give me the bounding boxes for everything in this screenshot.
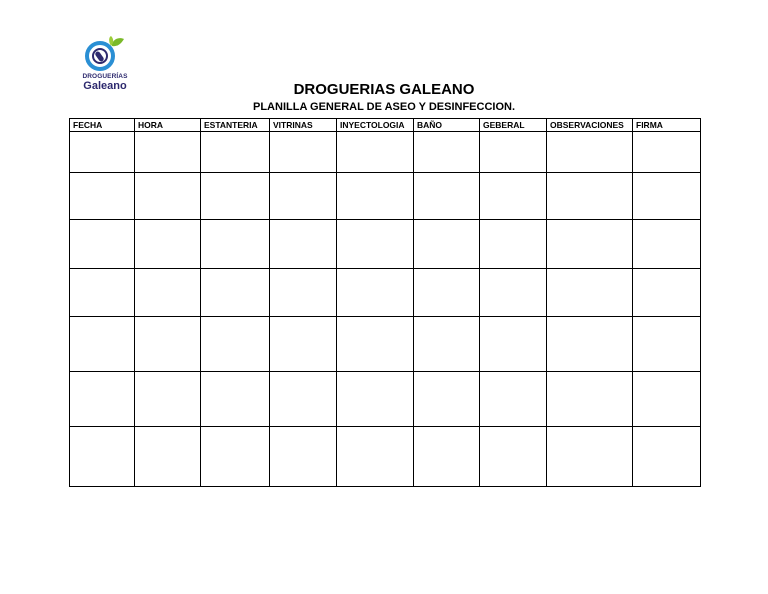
table-cell[interactable] [480, 427, 547, 487]
column-header-observaciones: OBSERVACIONES [547, 119, 633, 132]
table-cell[interactable] [633, 317, 701, 372]
table-cell[interactable] [337, 372, 414, 427]
document-title: DROGUERIAS GALEANO [293, 81, 475, 98]
column-header-inyectologia: INYECTOLOGIA [337, 119, 414, 132]
table-cell[interactable] [337, 317, 414, 372]
table-cell[interactable] [547, 269, 633, 317]
table-cell[interactable] [337, 427, 414, 487]
logo-text-droguerias: DROGUERÍAS [82, 73, 128, 80]
table-cell[interactable] [70, 173, 135, 220]
table-cell[interactable] [201, 132, 270, 173]
table-cell[interactable] [135, 220, 201, 269]
table-cell[interactable] [547, 427, 633, 487]
table-cell[interactable] [480, 269, 547, 317]
table-cell[interactable] [270, 317, 337, 372]
table-cell[interactable] [201, 427, 270, 487]
document-subtitle: PLANILLA GENERAL DE ASEO Y DESINFECCION. [253, 101, 515, 113]
table-cell[interactable] [480, 317, 547, 372]
table-cell[interactable] [270, 372, 337, 427]
table-row [70, 269, 701, 317]
table-cell[interactable] [480, 372, 547, 427]
column-header-bano: BAÑO [414, 119, 480, 132]
table-cell[interactable] [201, 269, 270, 317]
table-cell[interactable] [70, 269, 135, 317]
table-cell[interactable] [201, 317, 270, 372]
pharmacy-logo-icon [84, 36, 126, 74]
table-cell[interactable] [135, 317, 201, 372]
table-cell[interactable] [135, 132, 201, 173]
column-header-fecha: FECHA [70, 119, 135, 132]
table-cell[interactable] [70, 372, 135, 427]
table-cell[interactable] [337, 269, 414, 317]
table-cell[interactable] [547, 372, 633, 427]
table-cell[interactable] [414, 269, 480, 317]
table-cell[interactable] [270, 269, 337, 317]
table-cell[interactable] [70, 427, 135, 487]
table-cell[interactable] [135, 173, 201, 220]
column-header-hora: HORA [135, 119, 201, 132]
table-cell[interactable] [201, 173, 270, 220]
table-cell[interactable] [414, 220, 480, 269]
table-cell[interactable] [633, 269, 701, 317]
table-cell[interactable] [70, 132, 135, 173]
table-cell[interactable] [270, 132, 337, 173]
table-cell[interactable] [70, 317, 135, 372]
table-cell[interactable] [547, 132, 633, 173]
table-cell[interactable] [633, 132, 701, 173]
table-row [70, 372, 701, 427]
table-cell[interactable] [414, 372, 480, 427]
table-cell[interactable] [414, 317, 480, 372]
table-cell[interactable] [135, 269, 201, 317]
table-cell[interactable] [270, 220, 337, 269]
table-cell[interactable] [480, 173, 547, 220]
column-header-general: GEBERAL [480, 119, 547, 132]
table-cell[interactable] [633, 173, 701, 220]
table-row [70, 173, 701, 220]
table-header-row [70, 119, 701, 132]
table-cell[interactable] [135, 427, 201, 487]
table-cell[interactable] [270, 427, 337, 487]
table-cell[interactable] [201, 220, 270, 269]
table-cell[interactable] [633, 372, 701, 427]
table-cell[interactable] [547, 173, 633, 220]
column-header-vitrinas: VITRINAS [270, 119, 337, 132]
table-cell[interactable] [633, 427, 701, 487]
table-cell[interactable] [547, 220, 633, 269]
column-header-estanteria: ESTANTERIA [201, 119, 270, 132]
logo-text-galeano: Galeano [83, 80, 127, 92]
table-cell[interactable] [270, 173, 337, 220]
table-cell[interactable] [633, 220, 701, 269]
table-row [70, 220, 701, 269]
table-cell[interactable] [480, 220, 547, 269]
table-cell[interactable] [70, 220, 135, 269]
table-cell[interactable] [337, 173, 414, 220]
table-row [70, 317, 701, 372]
table-row [70, 427, 701, 487]
table-cell[interactable] [414, 173, 480, 220]
cleaning-log-table [69, 118, 701, 487]
column-header-firma: FIRMA [633, 119, 701, 132]
table-cell[interactable] [201, 372, 270, 427]
table-cell[interactable] [135, 372, 201, 427]
table-cell[interactable] [480, 132, 547, 173]
table-cell[interactable] [337, 132, 414, 173]
table-cell[interactable] [414, 427, 480, 487]
table-cell[interactable] [414, 132, 480, 173]
table-cell[interactable] [547, 317, 633, 372]
table-row [70, 132, 701, 173]
table-cell[interactable] [337, 220, 414, 269]
